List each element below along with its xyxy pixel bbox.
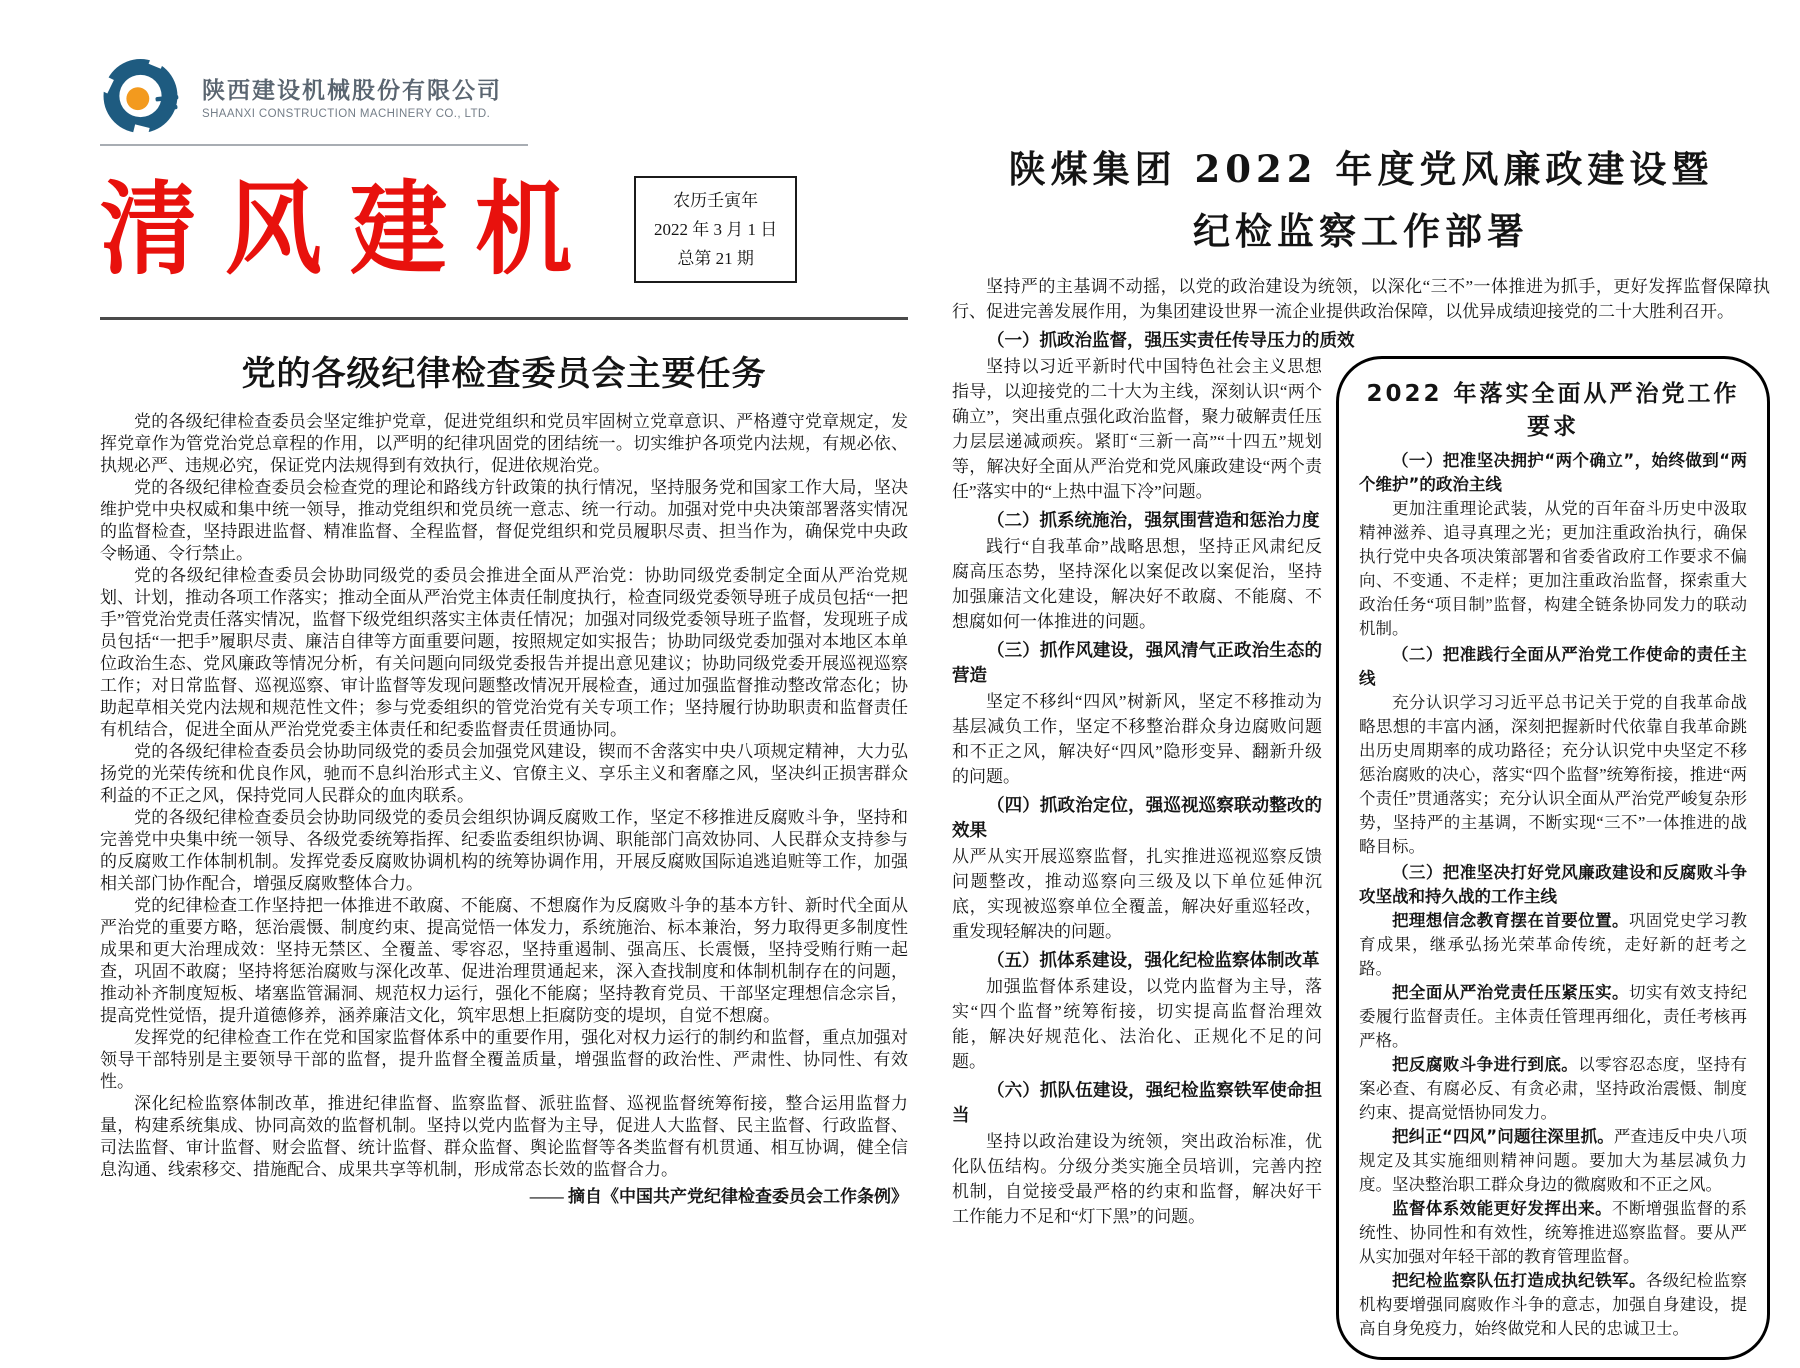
section-2-body: 践行“自我革命”战略思想，坚持正风肃纪反腐高压态势，坚持深化以案促改以案促治，坚持加强廉洁文化建设，解决好不敢腐、不能腐、不想腐如何一体推进的问题。	[952, 537, 1322, 632]
paragraph: 党的各级纪律检查委员会检查党的理论和路线方针政策的执行情况，坚持服务党和国家工作大局，坚决维护党中央权威和集中统一领导，推动党组织和党员统一意志、统一行动。加强对党中央决策部署落实情况的监督检查，坚持跟进监督、精准监督、全程监督，督促党组织和党员履职尽责、担当作为，确保党中央政令畅通、令行禁止。	[100, 478, 908, 563]
box-point-lead: 把纠正“四风”问题往深里抓。	[1392, 1127, 1614, 1147]
left-article-title: 党的各级纪律检查委员会主要任务	[241, 354, 767, 394]
left-article-body	[100, 411, 908, 1209]
paragraph: 党的各级纪律检查委员会坚定维护党章，促进党组织和党员牢固树立党章意识、严格遵守党章规定，发挥党章作为管党治党总章程的作用，以严明的纪律巩固党的团结统一。切实维护各项党内法规，有规必依、执规必严、违规必究，保证党内法规得到有效执行，促进依规治党。	[100, 412, 908, 475]
box-point-text: 严查违反中央八项规定及其实施细则精神问题。要加大为基层减负力度。坚决整治职工群众身边的微腐败和不正之风。	[1359, 1127, 1747, 1195]
box-point	[1359, 1197, 1747, 1269]
box-point	[1359, 909, 1747, 981]
box-point-lead: 把纪检监察队伍打造成执纪铁军。	[1392, 1271, 1646, 1291]
box-point-lead: 监督体系效能更好发挥出来。	[1392, 1199, 1613, 1219]
box-point-lead: 把全面从严治党责任压紧压实。	[1392, 983, 1629, 1003]
company-name-block	[202, 72, 502, 120]
right-article-intro: 坚持严的主基调不动摇，以党的政治建设为统领，以深化“三不”一体推进为抓手，更好发挥监督保障执行、促进完善发展作用，为集团建设世界一流企业提供政治保障，以优异成绩迎接党的二十大胜利召开。	[952, 277, 1770, 322]
issue-number: 总第 21 期	[677, 249, 754, 268]
box-point-text: 巩固党史学习教育成果，继承弘扬光荣革命传统，走好新的赶考之路。	[1359, 911, 1748, 979]
issue-date: 2022 年 3 月 1 日	[654, 220, 778, 239]
paragraph: 党的各级纪律检查委员会协助同级党的委员会加强党风建设，锲而不舍落实中央八项规定精神，大力弘扬党的光荣传统和优良作风，驰而不息纠治形式主义、官僚主义、享乐主义和奢靡之风，坚决纠正损害群众利益的不正之风，保持党同人民群众的血肉联系。	[100, 742, 908, 805]
box-point-text: 以零容忍态度，坚持有案必查、有腐必反、有贪必肃，坚持政治震慑、制度约束、提高觉悟协同发力。	[1359, 1055, 1748, 1123]
masthead	[100, 169, 908, 289]
section-5-body: 加强监督体系建设，以党内监督为主导，落实“四个监督”统筹衔接，切实提高监督治理效能，解决好规范化、法治化、正规化不足的问题。	[952, 977, 1322, 1072]
paragraph: 深化纪检监察体制改革，推进纪律监督、监察监督、派驻监督、巡视监督统筹衔接，整合运用监督力量，构建系统集成、协同高效的监督机制。坚持以党内监督为主导，促进人大监督、民主监督、行政监督、司法监督、审计监督、财会监督、统计监督、群众监督、舆论监督等各类监督有机贯通、相互协调，健全信息沟通、线索移交、措施配合、成果共享等机制，形成常态长效的监督合力。	[100, 1094, 908, 1179]
source-attribution: —— 摘自《中国共产党纪律检查委员会工作条例》	[529, 1187, 908, 1206]
box-section-1-body: 更加注重理论武装，从党的百年奋斗历史中汲取精神滋养、追寻真理之光；更加注重政治执行，确保执行党中央各项决策部署和省委省政府工作要求不偏向、不变通、不走样；更加注重政治监督，探索重大政治任务“项目制”监督，构建全链条协同发力的联动机制。	[1359, 499, 1747, 639]
title-line-2: 纪检监察工作部署	[1193, 209, 1529, 254]
box-point-text: 切实有效支持纪委履行监督责任。主体责任管理再细化，责任考核再严格。	[1359, 983, 1748, 1051]
box-point-text: 各级纪检监察机构要增强同腐败作斗争的意志，加强自身建设，提高自身免疫力，始终做党和人民的忠诚卫士。	[1359, 1271, 1748, 1339]
paragraph: 发挥党的纪律检查工作在党和国家监督体系中的重要作用，强化对权力运行的制约和监督，重点加强对领导干部特别是主要领导干部的监督，提升监督全覆盖质量，增强监督的政治性、严肃性、协同性、有效性。	[100, 1028, 908, 1091]
box-point	[1359, 1269, 1747, 1341]
company-logo-icon	[100, 52, 188, 140]
masthead-rule	[100, 317, 908, 320]
box-section-2-body: 充分认识学习习近平总书记关于党的自我革命战略思想的丰富内涵，深刻把握新时代依靠自我革命跳出历史周期率的成功路径；充分认识党中央坚定不移惩治腐败的决心，落实“四个监督”统筹衔接，推进“两个责任”贯通落实；充分认识全面从严治党严峻复杂形势，坚持严的主基调，不断实现“三不”一体推进的战略目标。	[1359, 693, 1747, 857]
section-3-body: 坚定不移纠“四风”树新风，坚定不移推动为基层减负工作，坚定不移整治群众身边腐败问题和不正之风，解决好“四风”隐形变异、翻新升级的问题。	[952, 692, 1322, 787]
left-page	[100, 52, 908, 1209]
section-3-heading: （三）抓作风建设，强风清气正政治生态的营造	[952, 641, 1322, 687]
right-article-flow	[952, 329, 1770, 1339]
section-4-body: 从严从实开展巡察监督，扎实推进巡视巡察反馈问题整改，推动巡察向三级及以下单位延伸沉底，实现被巡察单位全覆盖，解决好重巡轻改，重发现轻解决的问题。	[952, 847, 1322, 942]
section-5-heading: （五）抓体系建设，强化纪检监察体制改革	[987, 951, 1320, 972]
section-2-heading: （二）抓系统施治，强氛围营造和惩治力度	[987, 511, 1320, 532]
box-section-1-heading: （一）把准坚决拥护“两个确立”，始终做到“两个维护”的政治主线	[1359, 451, 1747, 495]
box-point	[1359, 981, 1747, 1053]
company-name-en: SHAANXI CONSTRUCTION MACHINERY CO., LTD.	[202, 108, 491, 120]
newsletter-title: 清风建机	[100, 169, 600, 289]
section-4-heading: （四）抓政治定位，强巡视巡察联动整改的效果	[952, 796, 1322, 842]
section-1-body: 坚持以习近平新时代中国特色社会主义思想指导，以迎接党的二十大为主线，深刻认识“两个确立”，突出重点强化政治监督，聚力破解责任压力层层递减顽疾。紧盯“三新一高”“十四五”规划等，解决好全面从严治党和党风廉政建设“两个责任”落实中的“上热中温下冷”问题。	[952, 357, 1322, 502]
letterhead-divider	[100, 144, 528, 146]
right-article-title	[952, 138, 1770, 262]
issue-info-box	[634, 176, 797, 283]
requirements-box-title: 2022 年落实全面从严治党工作要求	[1366, 381, 1740, 441]
company-letterhead	[100, 52, 908, 140]
right-page	[952, 138, 1770, 1368]
box-point	[1359, 1053, 1747, 1125]
section-1-heading: （一）抓政治监督，强压实责任传导压力的质效	[987, 331, 1355, 352]
box-point-lead: 把反腐败斗争进行到底。	[1392, 1055, 1579, 1075]
paragraph: 党的各级纪律检查委员会协助同级党的委员会组织协调反腐败工作，坚定不移推进反腐败斗争，坚持和完善党中央集中统一领导、各级党委统筹指挥、纪委监委组织协调、职能部门高效协同、人民群众支持参与的反腐败工作体制机制。发挥党委反腐败协调机构的统筹协调作用，开展反腐败国际追逃追赃等工作，加强相关部门协作配合，增强反腐败整体合力。	[100, 808, 908, 893]
paragraph: 党的纪律检查工作坚持把一体推进不敢腐、不能腐、不想腐作为反腐败斗争的基本方针、新时代全面从严治党的重要方略，惩治震慑、制度约束、提高觉悟一体发力，系统施治、标本兼治，努力取得更多制度性成果和更大治理成效：坚持无禁区、全覆盖、零容忍，坚持重遏制、强高压、长震慑，坚持受贿行贿一起查，巩固不敢腐；坚持将惩治腐败与深化改革、促进治理贯通起来，深入查找制度和体制机制存在的问题，推动补齐制度短板、堵塞监管漏洞、规范权力运行，强化不能腐；坚持教育党员、干部坚定理想信念宗旨，提高党性觉悟，提升道德修养，涵养廉洁文化，筑牢思想上拒腐防变的堤坝，自觉不想腐。	[100, 896, 908, 1025]
box-section-2-heading: （二）把准践行全面从严治党工作使命的责任主线	[1359, 645, 1747, 689]
requirements-box	[1336, 356, 1770, 1360]
title-line-1: 陕煤集团 2022 年度党风廉政建设暨	[1008, 147, 1714, 191]
section-6-heading: （六）抓队伍建设，强纪检监察铁军使命担当	[952, 1081, 1322, 1127]
lunar-year: 农历壬寅年	[673, 191, 759, 210]
box-section-3-heading: （三）把准坚决打好党风廉政建设和反腐败斗争攻坚战和持久战的工作主线	[1359, 863, 1747, 907]
box-point-text: 不断增强监督的系统性、协同性和有效性，统筹推进巡察监督。要从严从实加强对年轻干部的教育管理监督。	[1359, 1199, 1748, 1267]
box-point	[1359, 1125, 1747, 1197]
section-6-body: 坚持以政治建设为统领，突出政治标准，优化队伍结构。分级分类实施全员培训，完善内控机制，自觉接受最严格的约束和监督，解决好干工作能力不足和“灯下黑”的问题。	[952, 1132, 1322, 1227]
company-name-cn: 陕西建设机械股份有限公司	[202, 78, 502, 104]
paragraph: 党的各级纪律检查委员会协助同级党的委员会推进全面从严治党：协助同级党委制定全面从严治党规划、计划，推动各项工作落实；推动全面从严治党主体责任制度执行，检查同级党委领导班子成员包括“一把手”管党治党责任落实情况，监督下级党组织落实主体责任情况；加强对同级党委领导班子监督，发现班子成员包括“一把手”履职尽责、廉洁自律等方面重要问题，按照规定如实报告；协助同级党委加强对本地区本单位政治生态、党风廉政等情况分析，有关问题向同级党委报告并提出意见建议；协助同级党委开展巡视巡察工作；对日常监督、巡视巡察、审计监督等发现问题整改情况开展检查，通过加强监督推动整改常态化；协助起草相关党内法规和规范性文件；参与党委组织的管党治党有关专项工作；坚持履行协助职责和监督责任有机结合，促进全面从严治党党委主体责任和纪委监督责任贯通协同。	[100, 566, 908, 739]
box-point-lead: 把理想信念教育摆在首要位置。	[1392, 911, 1629, 931]
